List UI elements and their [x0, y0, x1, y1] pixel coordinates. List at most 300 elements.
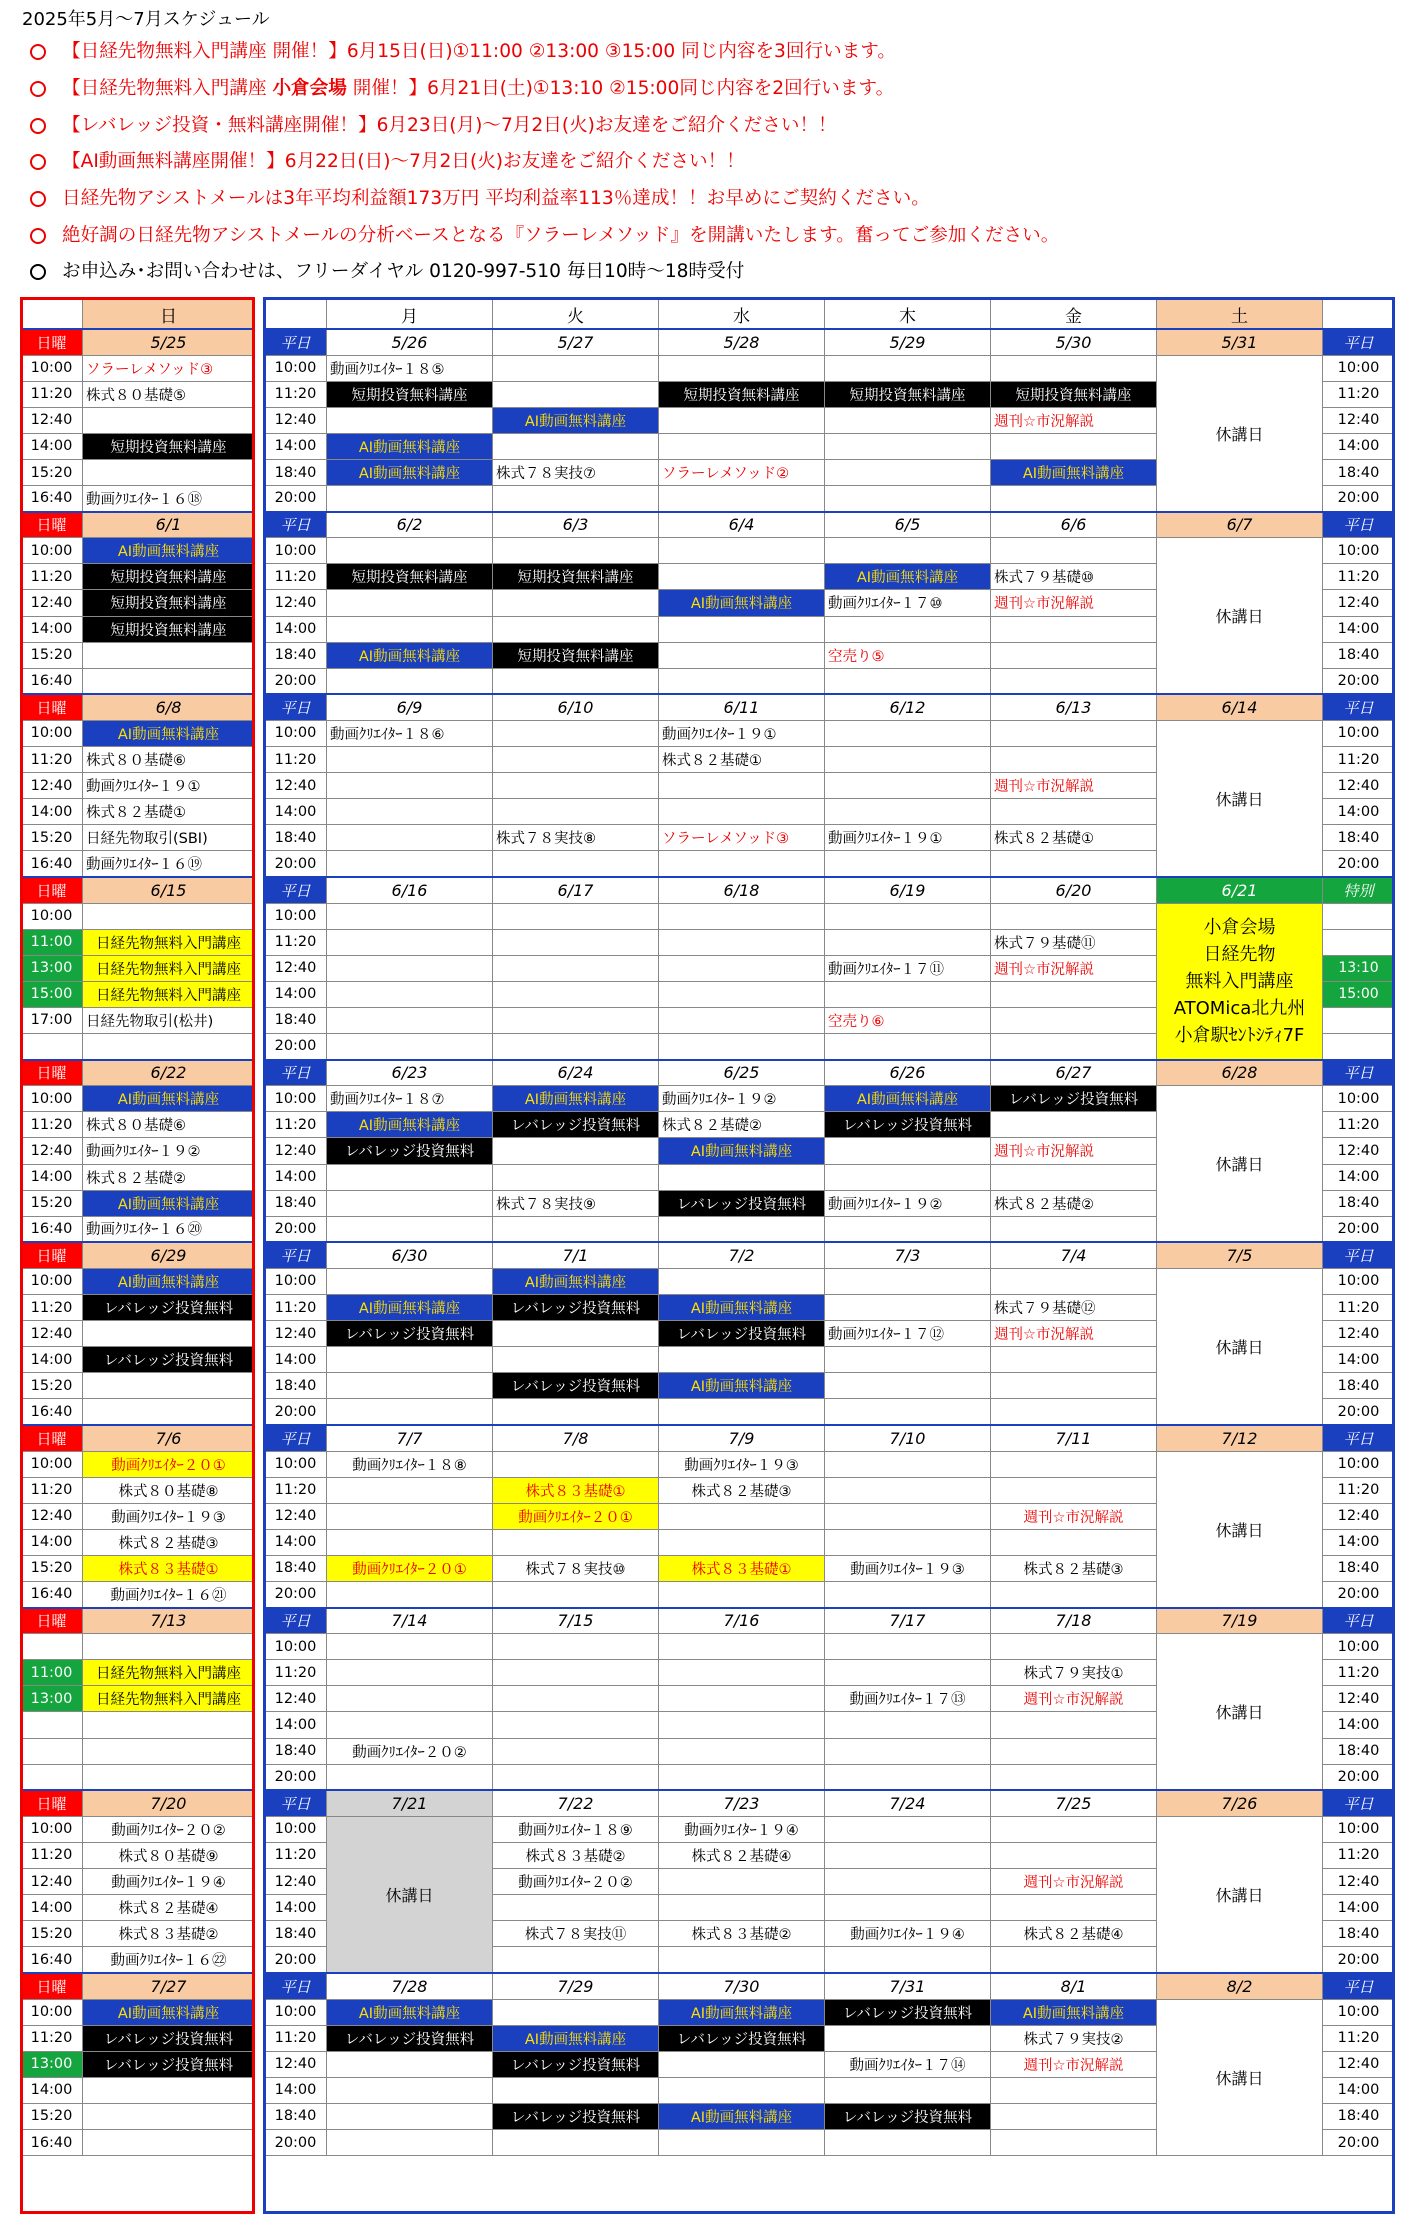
event-cell	[991, 1007, 1157, 1033]
time-cell: 11:20	[1323, 381, 1395, 407]
event-cell	[991, 747, 1157, 773]
event-cell	[825, 1712, 991, 1738]
event-cell: AI動画無料講座	[327, 642, 493, 668]
event-cell: 株式８０基礎⑤	[83, 381, 255, 407]
time-cell: 10:00	[21, 903, 83, 929]
time-cell: 14:00	[21, 799, 83, 825]
event-cell	[825, 1738, 991, 1764]
time-row	[21, 1373, 255, 1399]
time-cell: 18:40	[1323, 642, 1395, 668]
event-cell	[991, 616, 1157, 642]
time-cell: 14:00	[1323, 616, 1395, 642]
date-cell: 7/17	[825, 1608, 991, 1634]
event-cell: AI動画無料講座	[659, 1999, 825, 2025]
event-cell	[493, 590, 659, 616]
event-cell	[825, 1373, 991, 1399]
event-cell	[327, 590, 493, 616]
time-cell: 18:40	[1323, 1921, 1395, 1947]
date-cell: 7/21	[327, 1790, 493, 1816]
event-cell	[991, 1477, 1157, 1503]
note-text	[62, 40, 896, 64]
date-cell: 6/20	[991, 877, 1157, 903]
date-cell: 7/4	[991, 1242, 1157, 1268]
event-cell: ソラーレメソッド②	[659, 459, 825, 485]
sunday-label: 日曜	[21, 329, 83, 355]
date-cell: 7/2	[659, 1242, 825, 1268]
weekday-label: 平日	[1323, 1425, 1395, 1451]
event-cell	[327, 851, 493, 877]
event-cell: レバレッジ投資無料	[825, 2103, 991, 2129]
time-row	[21, 1086, 255, 1112]
sunday-label: 日曜	[21, 1608, 83, 1634]
time-row	[265, 1451, 1395, 1477]
event-cell	[327, 668, 493, 694]
time-cell: 17:00	[21, 1007, 83, 1033]
date-cell: 7/18	[991, 1608, 1157, 1634]
event-cell	[991, 355, 1157, 381]
event-cell	[991, 720, 1157, 746]
event-cell: 動画ｸﾘｴｲﾀｰ１９④	[659, 1816, 825, 1842]
time-row	[21, 903, 255, 929]
time-cell: 12:40	[1323, 1503, 1395, 1529]
special-time-cell: 15:00	[1323, 981, 1395, 1007]
event-cell: 株式７８実技⑨	[493, 1190, 659, 1216]
time-cell: 14:00	[265, 2077, 327, 2103]
note-text	[62, 224, 1059, 248]
event-cell: 株式７８実技⑩	[493, 1555, 659, 1581]
event-cell	[825, 1660, 991, 1686]
sunday-date: 7/27	[83, 1973, 255, 1999]
time-cell: 11:20	[265, 381, 327, 407]
event-cell: レバレッジ投資無料	[493, 1373, 659, 1399]
date-cell: 7/15	[493, 1608, 659, 1634]
time-cell: 12:40	[21, 1138, 83, 1164]
time-cell: 10:00	[21, 1268, 83, 1294]
note-line	[22, 144, 1412, 181]
time-cell: 12:40	[1323, 590, 1395, 616]
weekday-label: 平日	[1323, 1790, 1395, 1816]
week-date-row	[21, 1608, 255, 1634]
time-cell: 11:20	[21, 1112, 83, 1138]
sunday-label: 日曜	[21, 1060, 83, 1086]
holiday-cell: 休講日	[1157, 1268, 1323, 1425]
event-cell: 株式８３基礎②	[83, 1921, 255, 1947]
event-cell: 動画ｸﾘｴｲﾀｰ１９②	[825, 1190, 991, 1216]
event-cell	[659, 773, 825, 799]
event-cell: 動画ｸﾘｴｲﾀｰ２０①	[327, 1555, 493, 1581]
event-cell	[83, 2129, 255, 2155]
time-row	[21, 1555, 255, 1581]
event-cell: 株式８２基礎③	[83, 1529, 255, 1555]
time-cell: 14:00	[21, 2077, 83, 2103]
event-cell: 動画ｸﾘｴｲﾀｰ１９③	[659, 1451, 825, 1477]
event-cell	[825, 1816, 991, 1842]
note-segment: 小倉会場	[272, 78, 347, 100]
time-cell: 14:00	[21, 1895, 83, 1921]
event-cell	[991, 1816, 1157, 1842]
event-cell	[825, 851, 991, 877]
event-cell	[825, 799, 991, 825]
time-cell: 14:00	[265, 616, 327, 642]
venue-line: 無料入門講座	[1185, 970, 1294, 992]
event-cell: AI動画無料講座	[83, 720, 255, 746]
time-cell: 18:40	[265, 825, 327, 851]
date-cell: 8/2	[1157, 1973, 1323, 1999]
event-cell	[493, 1634, 659, 1660]
header-notes	[22, 8, 1412, 291]
date-cell: 6/28	[1157, 1060, 1323, 1086]
time-cell: 10:00	[1323, 720, 1395, 746]
event-cell: レバレッジ投資無料	[659, 2025, 825, 2051]
event-cell	[493, 1999, 659, 2025]
day-header-row	[265, 299, 1395, 329]
time-cell: 18:40	[265, 2103, 327, 2129]
event-cell	[825, 1582, 991, 1608]
event-cell	[83, 1373, 255, 1399]
date-cell: 7/5	[1157, 1242, 1323, 1268]
event-cell: 日経先物取引(松井)	[83, 1007, 255, 1033]
event-cell: 株式８０基礎⑥	[83, 747, 255, 773]
time-cell: 20:00	[1323, 1216, 1395, 1242]
time-cell: 11:20	[21, 2025, 83, 2051]
time-cell: 18:40	[1323, 1373, 1395, 1399]
time-cell: 11:20	[265, 747, 327, 773]
event-cell	[327, 1190, 493, 1216]
time-cell: 12:40	[1323, 407, 1395, 433]
time-row	[21, 1268, 255, 1294]
time-row	[21, 1921, 255, 1947]
event-cell: AI動画無料講座	[493, 407, 659, 433]
date-cell: 5/27	[493, 329, 659, 355]
date-cell: 5/29	[825, 329, 991, 355]
event-cell: 株式８２基礎④	[659, 1842, 825, 1868]
time-cell: 16:40	[21, 486, 83, 512]
week-date-row	[21, 329, 255, 355]
event-cell	[991, 1399, 1157, 1425]
date-cell: 6/6	[991, 512, 1157, 538]
time-cell: 15:20	[21, 825, 83, 851]
time-cell: 12:40	[265, 1686, 327, 1712]
weekday-label: 平日	[1323, 694, 1395, 720]
time-row	[21, 773, 255, 799]
event-cell: 株式７８実技⑦	[493, 459, 659, 485]
note-text	[62, 260, 744, 284]
event-cell	[991, 642, 1157, 668]
time-cell: 11:20	[1323, 1477, 1395, 1503]
time-cell: 14:00	[265, 1347, 327, 1373]
page-title: 2025年5月～7月スケジュール	[22, 9, 270, 30]
time-cell: 14:00	[1323, 1712, 1395, 1738]
sunday-label: 日曜	[21, 1425, 83, 1451]
date-cell: 6/4	[659, 512, 825, 538]
time-cell: 15:20	[21, 459, 83, 485]
event-cell	[991, 1347, 1157, 1373]
time-cell: 10:00	[265, 1634, 327, 1660]
special-time-cell	[1323, 929, 1395, 955]
weekday-label: 平日	[1323, 1973, 1395, 1999]
event-cell	[327, 2103, 493, 2129]
time-row	[21, 355, 255, 381]
time-row	[21, 1686, 255, 1712]
event-cell	[493, 486, 659, 512]
event-cell	[327, 1582, 493, 1608]
time-row	[21, 590, 255, 616]
event-cell	[83, 903, 255, 929]
event-cell	[493, 1660, 659, 1686]
time-row	[21, 668, 255, 694]
time-row	[21, 1034, 255, 1060]
event-cell	[659, 538, 825, 564]
time-cell: 12:40	[265, 1869, 327, 1895]
event-cell: 株式８３基礎①	[659, 1555, 825, 1581]
holiday-cell: 休講日	[1157, 1451, 1323, 1608]
event-cell	[327, 1712, 493, 1738]
event-cell	[659, 1347, 825, 1373]
time-cell: 10:00	[265, 1816, 327, 1842]
event-cell: AI動画無料講座	[327, 433, 493, 459]
event-cell: 動画ｸﾘｴｲﾀｰ１７⑫	[825, 1321, 991, 1347]
event-cell	[825, 1216, 991, 1242]
time-cell: 13:00	[21, 2051, 83, 2077]
event-cell	[825, 2077, 991, 2103]
time-cell: 11:20	[1323, 1660, 1395, 1686]
time-cell: 11:20	[1323, 1112, 1395, 1138]
time-cell: 14:00	[265, 433, 327, 459]
event-cell: 動画ｸﾘｴｲﾀｰ１９①	[825, 825, 991, 851]
event-cell: 動画ｸﾘｴｲﾀｰ１８⑦	[327, 1086, 493, 1112]
event-cell: 動画ｸﾘｴｲﾀｰ１８⑥	[327, 720, 493, 746]
event-cell: 株式７９基礎⑩	[991, 564, 1157, 590]
time-row	[21, 955, 255, 981]
event-cell	[991, 1034, 1157, 1060]
event-cell	[493, 799, 659, 825]
event-cell	[83, 1034, 255, 1060]
time-cell: 10:00	[265, 903, 327, 929]
event-cell: ソラーレメソッド③	[659, 825, 825, 851]
event-cell	[659, 616, 825, 642]
time-cell: 11:20	[265, 1294, 327, 1320]
weekday-label: 平日	[1323, 512, 1395, 538]
event-cell	[83, 642, 255, 668]
time-cell: 12:40	[265, 407, 327, 433]
time-row	[265, 903, 1395, 929]
event-cell	[327, 1216, 493, 1242]
week-date-row	[21, 694, 255, 720]
holiday-cell: 休講日	[1157, 1999, 1323, 2156]
weekday-name: 木	[825, 299, 991, 329]
event-cell	[825, 1268, 991, 1294]
event-cell: 株式８２基礎②	[991, 1190, 1157, 1216]
time-cell: 14:00	[265, 1712, 327, 1738]
time-row	[21, 1112, 255, 1138]
sunday-date: 7/13	[83, 1608, 255, 1634]
event-cell	[825, 1164, 991, 1190]
time-cell: 18:40	[1323, 1555, 1395, 1581]
event-cell	[493, 929, 659, 955]
date-cell: 5/28	[659, 329, 825, 355]
event-cell: 日経先物取引(SBI)	[83, 825, 255, 851]
weekday-label: 平日	[265, 329, 327, 355]
time-row	[21, 2129, 255, 2155]
event-cell	[327, 1477, 493, 1503]
event-cell	[493, 1138, 659, 1164]
time-row	[21, 1869, 255, 1895]
event-cell	[825, 929, 991, 955]
date-cell: 6/27	[991, 1060, 1157, 1086]
time-cell: 18:40	[265, 642, 327, 668]
holiday-cell: 休講日	[1157, 1816, 1323, 1973]
event-cell: 株式８２基礎②	[659, 1112, 825, 1138]
date-cell: 6/17	[493, 877, 659, 903]
special-time-cell	[1323, 1007, 1395, 1033]
event-cell	[493, 355, 659, 381]
time-cell: 11:00	[21, 1660, 83, 1686]
week-date-row	[21, 877, 255, 903]
event-cell	[493, 381, 659, 407]
weekday-label: 平日	[265, 1790, 327, 1816]
time-cell: 18:40	[1323, 1190, 1395, 1216]
event-cell: 株式８２基礎③	[991, 1555, 1157, 1581]
weekday-label: 平日	[265, 1608, 327, 1634]
event-cell: 週刊☆市況解説	[991, 407, 1157, 433]
event-cell	[991, 1529, 1157, 1555]
time-cell: 14:00	[1323, 1164, 1395, 1190]
week-date-row	[21, 512, 255, 538]
event-cell	[327, 981, 493, 1007]
holiday-cell: 休講日	[1157, 720, 1323, 877]
time-cell: 12:40	[21, 407, 83, 433]
event-cell	[493, 1738, 659, 1764]
time-cell: 15:20	[21, 642, 83, 668]
weekday-label: 平日	[265, 1060, 327, 1086]
date-cell: 7/8	[493, 1425, 659, 1451]
time-cell: 20:00	[265, 1216, 327, 1242]
event-cell: 週刊☆市況解説	[991, 773, 1157, 799]
event-cell: ソラーレメソッド③	[83, 355, 255, 381]
time-cell: 15:00	[21, 981, 83, 1007]
event-cell	[991, 433, 1157, 459]
sunday-label: 日曜	[21, 694, 83, 720]
event-cell: レバレッジ投資無料	[991, 1086, 1157, 1112]
date-cell: 6/19	[825, 877, 991, 903]
event-cell: 短期投資無料講座	[659, 381, 825, 407]
time-cell: 14:00	[21, 616, 83, 642]
corner-cell	[1323, 299, 1395, 329]
event-cell	[493, 1164, 659, 1190]
time-cell: 11:20	[265, 1660, 327, 1686]
event-cell	[327, 538, 493, 564]
time-cell: 10:00	[21, 538, 83, 564]
event-cell: 動画ｸﾘｴｲﾀｰ１６⑱	[83, 486, 255, 512]
time-row	[21, 486, 255, 512]
weekday-label: 平日	[265, 1973, 327, 1999]
event-cell	[327, 1660, 493, 1686]
event-cell: AI動画無料講座	[327, 1999, 493, 2025]
time-cell: 14:00	[1323, 1529, 1395, 1555]
circle-bullet-icon	[30, 228, 46, 244]
event-cell: レバレッジ投資無料	[825, 1112, 991, 1138]
event-cell: 株式８２基礎②	[83, 1164, 255, 1190]
event-cell	[825, 1895, 991, 1921]
event-cell: 動画ｸﾘｴｲﾀｰ１７⑩	[825, 590, 991, 616]
date-cell: 6/11	[659, 694, 825, 720]
event-cell	[83, 1399, 255, 1425]
time-row	[21, 1660, 255, 1686]
time-row	[21, 459, 255, 485]
event-cell	[991, 1268, 1157, 1294]
week-date-row	[21, 1242, 255, 1268]
date-cell: 7/26	[1157, 1790, 1323, 1816]
time-row	[21, 2103, 255, 2129]
event-cell: 株式８２基礎①	[659, 747, 825, 773]
event-cell	[991, 1764, 1157, 1790]
time-cell: 10:00	[1323, 355, 1395, 381]
date-cell: 7/14	[327, 1608, 493, 1634]
event-cell	[659, 903, 825, 929]
event-cell: 日経先物無料入門講座	[83, 1686, 255, 1712]
event-cell	[83, 407, 255, 433]
event-cell: AI動画無料講座	[493, 1086, 659, 1112]
event-cell	[825, 538, 991, 564]
event-cell: 動画ｸﾘｴｲﾀｰ２０①	[83, 1451, 255, 1477]
time-cell: 12:40	[265, 590, 327, 616]
event-cell: 短期投資無料講座	[327, 564, 493, 590]
time-row	[21, 1138, 255, 1164]
time-row	[21, 1764, 255, 1790]
event-cell: 短期投資無料講座	[493, 642, 659, 668]
event-cell	[991, 538, 1157, 564]
event-cell: 動画ｸﾘｴｲﾀｰ１６㉒	[83, 1947, 255, 1973]
time-cell: 11:20	[21, 1477, 83, 1503]
event-cell: レバレッジ投資無料	[83, 2025, 255, 2051]
note-text	[62, 187, 930, 211]
event-cell	[327, 1686, 493, 1712]
event-cell: レバレッジ投資無料	[327, 2025, 493, 2051]
time-row	[21, 1816, 255, 1842]
time-cell: 13:00	[21, 1686, 83, 1712]
event-cell	[825, 1399, 991, 1425]
week-date-row	[265, 1242, 1395, 1268]
time-cell: 10:00	[265, 355, 327, 381]
week-date-row	[265, 1973, 1395, 1999]
event-cell: 週刊☆市況解説	[991, 1503, 1157, 1529]
event-cell	[659, 642, 825, 668]
event-cell	[659, 1007, 825, 1033]
event-cell: レバレッジ投資無料	[83, 2051, 255, 2077]
event-cell	[659, 2051, 825, 2077]
time-cell: 12:40	[21, 590, 83, 616]
week-date-row	[265, 877, 1395, 903]
time-cell: 14:00	[21, 1529, 83, 1555]
event-cell: AI動画無料講座	[825, 1086, 991, 1112]
time-cell	[21, 1634, 83, 1660]
note-segment: 【日経先物無料入門講座 開催！】6月15日(日)①11:00 ②13:00 ③15:00 同じ内容を3回行います。	[62, 41, 896, 63]
date-cell: 7/29	[493, 1973, 659, 1999]
event-cell: 株式８２基礎④	[83, 1895, 255, 1921]
week-date-row	[265, 1425, 1395, 1451]
event-cell: AI動画無料講座	[991, 1999, 1157, 2025]
holiday-cell: 休講日	[1157, 538, 1323, 695]
event-cell	[327, 616, 493, 642]
week-date-row	[265, 1608, 1395, 1634]
time-row	[21, 1503, 255, 1529]
date-cell: 7/28	[327, 1973, 493, 1999]
event-cell: 週刊☆市況解説	[991, 1686, 1157, 1712]
time-cell: 12:40	[21, 1503, 83, 1529]
time-cell: 14:00	[21, 1164, 83, 1190]
time-cell: 10:00	[21, 720, 83, 746]
time-row	[21, 929, 255, 955]
